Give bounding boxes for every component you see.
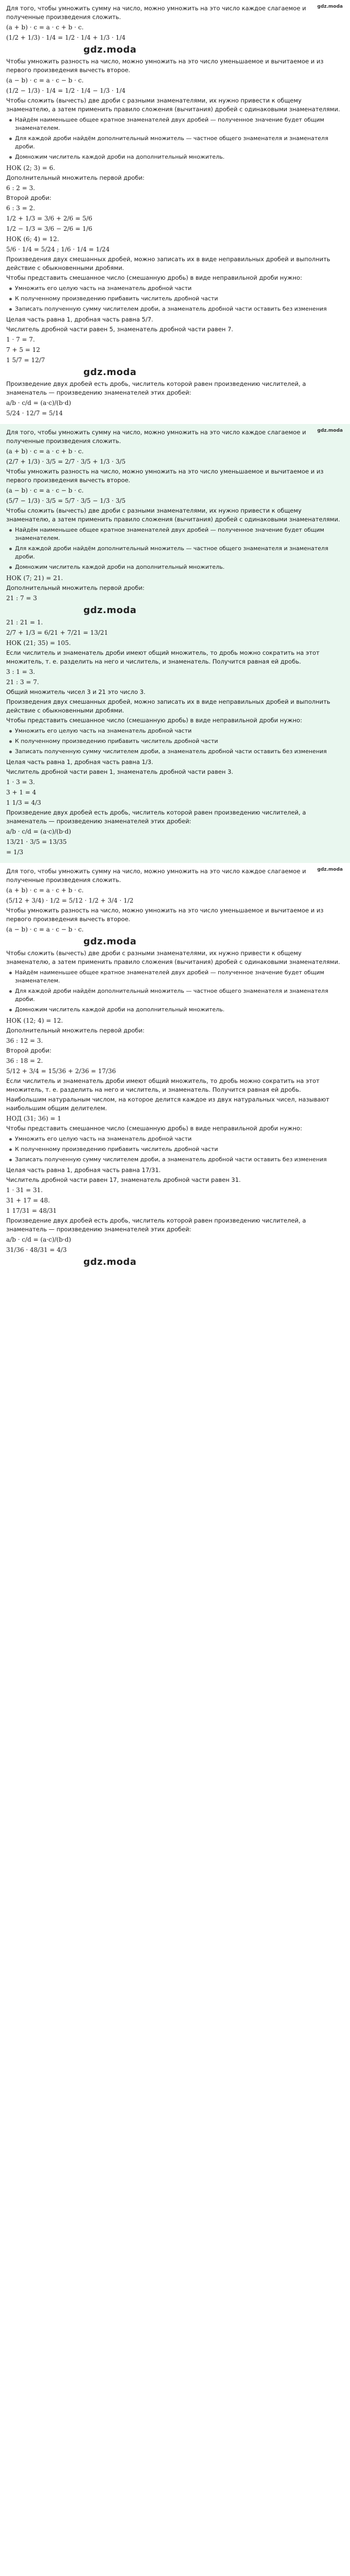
bullet-text: Умножить его целую часть на знаменатель дробной части [15, 727, 192, 734]
bullet-dot-icon [9, 287, 12, 290]
bullet-dot-icon [9, 740, 12, 743]
rule-bullet [9, 134, 344, 151]
explanation-text: Если числитель и знаменатель дроби имеют общий множитель, то дробь можно сократить на этот множитель, т. е. разделить на него и числитель, и знаменатель. Получится равная ей дробь. [6, 1077, 322, 1093]
explanation-text: Для того, чтобы умножить сумму на число, можно умножить на это число каждое слагаемое и полученные произведения сложить. [6, 868, 308, 884]
math-line: a/b · c/d = (a·c)/(b·d) [6, 1236, 72, 1243]
math-line: (a − b) · c = a · c − b · c. [6, 487, 84, 494]
math-line: (a + b) · c = a · c + b · c. [6, 448, 84, 455]
explanation-text: Целая часть равна 1, дробная часть равна 17/31. [6, 1166, 161, 1174]
bullet-dot-icon [9, 972, 12, 974]
explanation-text: Чтобы умножить разность на число, можно умножить на это число уменьшаемое и вычитаемое и из первого произведения вычесть второе. [6, 468, 326, 484]
explanation-text: Чтобы представить смешанное число (смешанную дробь) в виде неправильной дроби нужно: [6, 717, 302, 724]
explanation-text: Чтобы сложить (вычесть) две дроби с разными знаменателями, их нужно привести к общему знаменателю, а затем применить правило сложения (вычитания) дробей с одинаковыми знаменателями. [6, 950, 340, 965]
explanation-text: Общий множитель чисел 3 и 21 это число 3. [6, 688, 146, 696]
watermark-corner: gdz.moda [317, 4, 343, 9]
math-line: 13/21 · 3/5 = 13/35 [6, 838, 67, 845]
math-line: 36 : 18 = 2. [6, 1057, 43, 1064]
math-line: (a + b) · c = a · c + b · c. [6, 887, 84, 894]
rule-bullet [9, 1145, 344, 1154]
explanation-text: Произведения двух смешанных дробей, можно записать их в виде неправильных дробей и выполнить действие с обыкновенными дробями. [6, 698, 332, 714]
explanation-text: Для того, чтобы умножить сумму на число, можно умножить на это число каждое слагаемое и полученные произведения сложить. [6, 429, 308, 445]
bullet-text: К полученному произведению прибавить числитель дробной части [15, 738, 218, 744]
watermark: gdz.moda [83, 936, 137, 947]
explanation-text: Произведение двух дробей есть дробь, числитель которой равен произведению числителей, а знаменатель — произведению знаменателей этих дробей: [6, 380, 308, 396]
bullet-text: Записать полученную сумму числителем дроби, а знаменатель дробной части оставить без изменения [15, 1156, 327, 1163]
watermark-corner: gdz.moda [317, 867, 343, 872]
rule-bullet [9, 1135, 344, 1143]
bullet-dot-icon [9, 1009, 12, 1011]
math-line: 1/2 + 1/3 = 3/6 + 2/6 = 5/6 [6, 215, 93, 222]
math-line: (5/7 − 1/3) · 3/5 = 5/7 · 3/5 − 1/3 · 3/5 [6, 497, 126, 504]
explanation-text: Чтобы сложить (вычесть) две дроби с разными знаменателями, их нужно привести к общему знаменателю, а затем применить правило сложения (вычитания) дробей с одинаковыми знаменателями. [6, 507, 340, 523]
math-line: 21 : 7 = 3 [6, 595, 37, 602]
math-line: 6 : 3 = 2. [6, 205, 36, 212]
bullet-text: Записать полученную сумму числителем дроби, а знаменатель дробной части оставить без изменения [15, 306, 327, 312]
math-line: 1 5/7 = 12/7 [6, 357, 45, 364]
rule-bullet [9, 1006, 344, 1014]
math-line: 7 + 5 = 12 [6, 346, 40, 353]
explanation-text: Дополнительный множитель первой дроби: [6, 584, 145, 591]
explanation-text: Целая часть равна 1, дробная часть равна 5/7. [6, 316, 153, 323]
math-line: НОК (21; 35) = 105. [6, 639, 71, 647]
bullet-dot-icon [9, 308, 12, 311]
explanation-text: Дополнительный множитель первой дроби: [6, 174, 145, 181]
math-line: (1/2 + 1/3) · 1/4 = 1/2 · 1/4 + 1/3 · 1/4 [6, 34, 126, 41]
explanation-text: Второй дроби: [6, 194, 51, 201]
explanation-text: Числитель дробной части равен 17, знаменатель дробной части равен 31. [6, 1176, 241, 1183]
bullet-text: Умножить его целую часть на знаменатель дробной части [15, 285, 192, 292]
explanation-text: Произведения двух смешанных дробей, можно записать их в виде неправильных дробей и выполнить действие с обыкновенными дробями. [6, 256, 332, 272]
math-line: НОК (7; 21) = 21. [6, 574, 63, 582]
math-line: 5/6 · 1/4 = 5/24 ; 1/6 · 1/4 = 1/24 [6, 246, 110, 253]
explanation-text: Произведение двух дробей есть дробь, числитель которой равен произведению числителей, а знаменатель — произведению знаменателей этих дробей: [6, 1217, 308, 1233]
math-line: НОК (6; 4) = 12. [6, 235, 59, 243]
rule-bullet [9, 987, 344, 1004]
rule-bullet [9, 284, 344, 293]
math-line: 5/12 + 3/4 = 15/36 + 2/36 = 17/36 [6, 1067, 116, 1075]
bullet-text: Найдём наименьшее общее кратное знаменателей двух дробей — полученное значение будет общим знаменателем. [15, 969, 324, 984]
rule-bullet [9, 305, 344, 313]
rule-bullet [9, 116, 344, 132]
math-line: a/b · c/d = (a·c)/(b·d) [6, 399, 72, 406]
bullet-dot-icon [9, 298, 12, 300]
bullet-text: Найдём наименьшее общее кратное знаменателей двух дробей — полученное значение будет общим знаменателем. [15, 527, 324, 541]
explanation-text: Второй дроби: [6, 1047, 51, 1054]
watermark: gdz.moda [83, 1257, 137, 1267]
bullet-dot-icon [9, 990, 12, 993]
bullet-text: Для каждой дроби найдём дополнительный множитель — частное общего знаменателя и знаменателя дроби. [15, 135, 328, 150]
math-line: 1 17/31 = 48/31 [6, 1207, 57, 1214]
math-line: 31 + 17 = 48. [6, 1197, 50, 1204]
math-line: 36 : 12 = 3. [6, 1037, 43, 1044]
bullet-dot-icon [9, 548, 12, 550]
math-line: 31/36 · 48/31 = 4/3 [6, 1246, 67, 1253]
bullet-text: Записать полученную сумму числителем дроби, а знаменатель дробной части оставить без изменения [15, 748, 327, 755]
explanation-text: Числитель дробной части равен 1, знаменатель дробной части равен 3. [6, 768, 234, 775]
math-line: = 1/3 [6, 849, 24, 856]
rule-bullet [9, 727, 344, 735]
explanation-text: Произведение двух дробей есть дробь, числитель которой равен произведению числителей, а знаменатель — произведению знаменателей этих дробей: [6, 809, 308, 825]
rule-bullet [9, 153, 344, 161]
math-line: (2/7 + 1/3) · 3/5 = 2/7 · 3/5 + 1/3 · 3/5 [6, 458, 126, 465]
math-line: (a − b) · c = a · c − b · c. [6, 77, 84, 84]
math-line: 3 + 1 = 4 [6, 789, 37, 796]
bullet-text: Домножим числитель каждой дроби на дополнительный множитель. [15, 564, 225, 570]
math-line: НОК (2; 3) = 6. [6, 164, 56, 172]
math-line: (a − b) · c = a · c − b · c. [6, 926, 84, 933]
bullet-dot-icon [9, 730, 12, 733]
bullet-text: Для каждой дроби найдём дополнительный множитель — частное общего знаменателя и знаменателя дроби. [15, 988, 328, 1003]
bullet-dot-icon [9, 1148, 12, 1151]
bullet-text: К полученному произведению прибавить числитель дробной части [15, 1146, 218, 1153]
explanation-text: Чтобы представить смешанное число (смешанную дробь) в виде неправильной дроби нужно: [6, 274, 302, 281]
explanation-text: Чтобы сложить (вычесть) две дроби с разными знаменателями, их нужно привести к общему знаменателю, а затем применить правило сложения (вычитания) дробей с одинаковыми знаменателями. [6, 97, 340, 113]
math-line: 2/7 + 1/3 = 6/21 + 7/21 = 13/21 [6, 629, 108, 636]
math-line: 5/24 · 12/7 = 5/14 [6, 410, 63, 417]
bullet-text: Найдём наименьшее общее кратное знаменателей двух дробей — полученное значение будет общим знаменателем. [15, 116, 324, 131]
watermark: gdz.moda [83, 605, 137, 616]
explanation-text: Дополнительный множитель первой дроби: [6, 1027, 145, 1034]
rule-bullet [9, 737, 344, 745]
math-line: (5/12 + 3/4) · 1/2 = 5/12 · 1/2 + 3/4 · 1/2 [6, 897, 134, 904]
explanation-text: Для того, чтобы умножить сумму на число, можно умножить на это число каждое слагаемое и полученные произведения сложить. [6, 5, 308, 21]
math-line: 1 · 3 = 3. [6, 778, 35, 786]
rule-bullet [9, 1156, 344, 1164]
solution-section [0, 0, 350, 424]
watermark: gdz.moda [83, 44, 137, 55]
math-line: a/b · c/d = (a·c)/(b·d) [6, 828, 72, 835]
explanation-text: Если числитель и знаменатель дроби имеют общий множитель, то дробь можно сократить на этот множитель, т. е. разделить на него и числитель, и знаменатель. Получится равная ей дробь. [6, 649, 322, 665]
explanation-text: Наибольшим натуральным числом, на которое делится каждое из двух натуральных чисел, называют наибольшим общим делителем. [6, 1096, 331, 1112]
bullet-dot-icon [9, 566, 12, 569]
explanation-text: Чтобы умножить разность на число, можно умножить на это число уменьшаемое и вычитаемое и из первого произведения вычесть второе. [6, 58, 326, 74]
bullet-dot-icon [9, 138, 12, 140]
rule-bullet [9, 295, 344, 303]
solution-section [0, 863, 350, 1275]
bullet-dot-icon [9, 529, 12, 532]
math-line: 1/2 − 1/3 = 3/6 − 2/6 = 1/6 [6, 225, 93, 232]
rule-bullet [9, 748, 344, 756]
content [0, 0, 350, 1275]
bullet-dot-icon [9, 1138, 12, 1141]
math-line: 1 · 31 = 31. [6, 1187, 43, 1194]
math-line: 6 : 2 = 3. [6, 184, 36, 192]
rule-bullet [9, 545, 344, 561]
bullet-dot-icon [9, 119, 12, 122]
math-line: 21 : 3 = 7. [6, 679, 39, 686]
explanation-text: Чтобы представить смешанное число (смешанную дробь) в виде неправильной дроби нужно: [6, 1125, 302, 1132]
rule-bullet [9, 969, 344, 985]
bullet-dot-icon [9, 751, 12, 753]
math-line: (1/2 − 1/3) · 1/4 = 1/2 · 1/4 − 1/3 · 1/4 [6, 87, 126, 94]
math-line: (a + b) · c = a · c + b · c. [6, 24, 84, 31]
watermark-corner: gdz.moda [317, 428, 343, 433]
math-line: 3 : 1 = 3. [6, 668, 36, 675]
explanation-text: Целая часть равна 1, дробная часть равна 1/3. [6, 758, 153, 766]
bullet-text: Домножим числитель каждой дроби на дополнительный множитель. [15, 1006, 225, 1013]
math-line: 1 · 7 = 7. [6, 336, 35, 343]
explanation-text: Чтобы умножить разность на число, можно умножить на это число уменьшаемое и вычитаемое и из первого произведения вычесть второе. [6, 907, 326, 923]
rule-bullet [9, 526, 344, 543]
math-line: 21 : 21 = 1. [6, 619, 43, 626]
bullet-dot-icon [9, 156, 12, 159]
bullet-text: Домножим числитель каждой дроби на дополнительный множитель. [15, 154, 225, 160]
bullet-text: Умножить его целую часть на знаменатель дробной части [15, 1136, 192, 1142]
solution-section [0, 424, 350, 863]
math-line: НОК (12; 4) = 12. [6, 1017, 63, 1024]
math-line: 1 1/3 = 4/3 [6, 799, 41, 806]
bullet-text: Для каждой дроби найдём дополнительный множитель — частное общего знаменателя и знаменателя дроби. [15, 545, 328, 560]
bullet-dot-icon [9, 1159, 12, 1161]
bullet-text: К полученному произведению прибавить числитель дробной части [15, 295, 218, 302]
rule-bullet [9, 563, 344, 571]
watermark: gdz.moda [83, 367, 137, 378]
explanation-text: Числитель дробной части равен 5, знаменатель дробной части равен 7. [6, 326, 234, 333]
math-line: НОД (31; 36) = 1 [6, 1115, 61, 1122]
